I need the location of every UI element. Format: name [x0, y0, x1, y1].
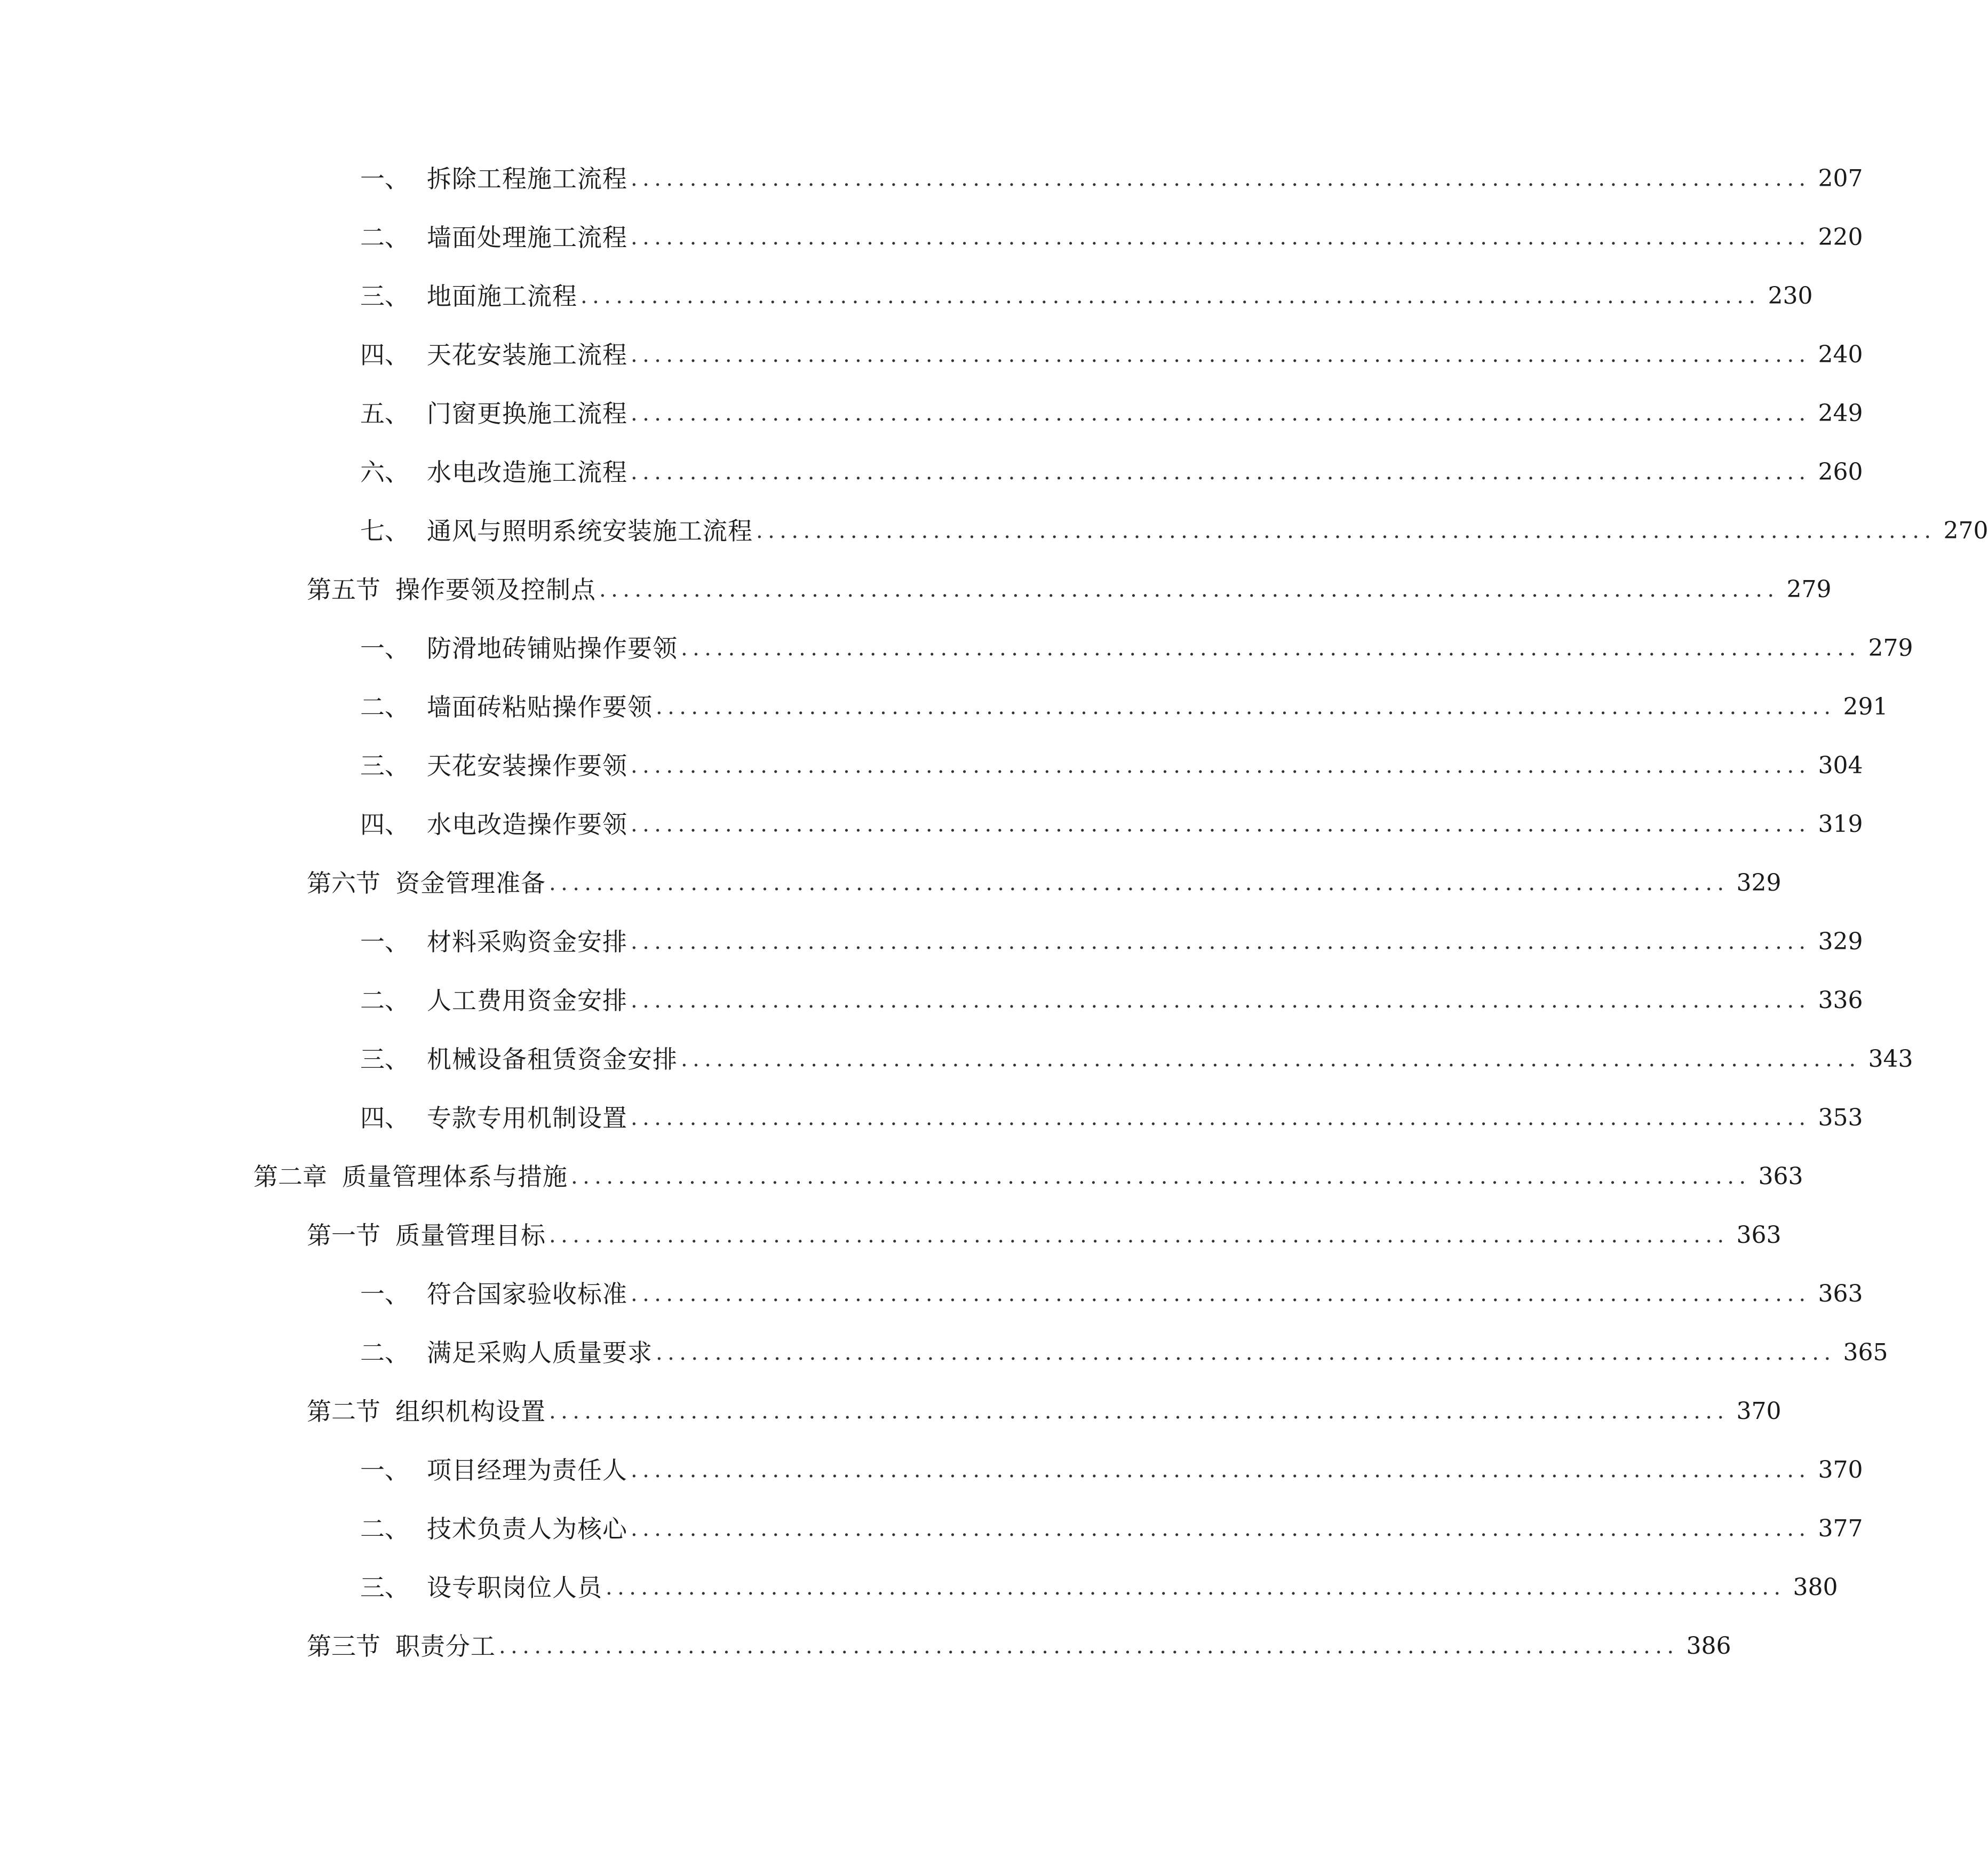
toc-entry-number: 第五节	[307, 575, 380, 604]
toc-entry-page: 319	[1818, 811, 1863, 838]
toc-entry[interactable]	[360, 155, 1863, 203]
toc-section-entry[interactable]	[307, 859, 1782, 907]
toc-leader-dots: ....................................................................................................	[756, 519, 1936, 543]
toc-entry[interactable]	[360, 1094, 1863, 1142]
toc-entry-number: 三、	[360, 282, 409, 311]
toc-entry-number: 一、	[360, 164, 409, 193]
toc-entry-number: 二、	[360, 1514, 409, 1543]
toc-entry-number: 第六节	[307, 869, 380, 898]
toc-leader-dots: ....................................................................................................	[631, 753, 1811, 778]
toc-entry-title: 地面施工流程	[427, 282, 577, 311]
toc-entry[interactable]	[360, 448, 1863, 496]
toc-entry-number: 三、	[360, 1045, 409, 1074]
toc-entry-page: 279	[1868, 634, 1913, 662]
toc-entry-title: 专款专用机制设置	[427, 1104, 627, 1132]
toc-entry-page: 240	[1818, 341, 1863, 368]
toc-entry-page: 220	[1818, 224, 1863, 251]
toc-leader-dots: ....................................................................................................	[549, 871, 1729, 895]
toc-entry-page: 380	[1793, 1574, 1838, 1601]
toc-leader-dots: ....................................................................................................	[571, 1164, 1751, 1189]
toc-entry[interactable]	[360, 1035, 1913, 1083]
toc-leader-dots: ....................................................................................................	[656, 695, 1836, 719]
toc-leader-dots: ....................................................................................................	[631, 988, 1811, 1013]
toc-entry-title: 资金管理准备	[395, 869, 546, 898]
toc-entry-page: 329	[1736, 869, 1782, 897]
toc-entry-page: 207	[1818, 165, 1863, 192]
toc-entry[interactable]	[360, 272, 1813, 320]
toc-leader-dots: ....................................................................................................	[631, 225, 1811, 250]
toc-entry-page: 370	[1818, 1456, 1863, 1484]
toc-entry[interactable]	[360, 624, 1913, 672]
toc-entry-title: 机械设备租赁资金安排	[427, 1045, 678, 1074]
toc-entry-number: 第三节	[307, 1632, 380, 1661]
toc-entry-page: 291	[1843, 693, 1888, 720]
toc-entry-title: 天花安装施工流程	[427, 340, 627, 369]
toc-entry-number: 四、	[360, 340, 409, 369]
toc-section-entry[interactable]	[307, 1387, 1782, 1435]
toc-leader-dots: ....................................................................................................	[681, 636, 1861, 661]
toc-entry-number: 三、	[360, 751, 409, 780]
toc-entry[interactable]	[360, 390, 1863, 438]
toc-entry-title: 符合国家验收标准	[427, 1280, 627, 1308]
toc-entry[interactable]	[360, 918, 1863, 966]
toc-entry-title: 门窗更换施工流程	[427, 399, 627, 428]
toc-entry-number: 第二章	[253, 1162, 327, 1191]
toc-entry[interactable]	[360, 1564, 1838, 1612]
toc-entry-title: 水电改造操作要领	[427, 810, 627, 839]
toc-entry-number: 一、	[360, 1456, 409, 1485]
toc-entry-title: 项目经理为责任人	[427, 1456, 627, 1485]
toc-entry-number: 七、	[360, 517, 409, 545]
toc-leader-dots: ....................................................................................................	[549, 1223, 1729, 1248]
toc-entry-number: 二、	[360, 223, 409, 252]
toc-leader-dots: ....................................................................................................	[549, 1399, 1729, 1424]
toc-entry-number: 四、	[360, 1104, 409, 1132]
toc-entry[interactable]	[360, 1446, 1863, 1494]
toc-entry-title: 操作要领及控制点	[395, 575, 596, 604]
toc-entry-title: 通风与照明系统安装施工流程	[427, 517, 753, 545]
toc-leader-dots: ....................................................................................................	[581, 284, 1761, 308]
toc-entry[interactable]	[360, 742, 1863, 790]
toc-entry-title: 职责分工	[395, 1632, 496, 1661]
toc-leader-dots: ....................................................................................................	[681, 1047, 1861, 1072]
toc-entry-title: 组织机构设置	[395, 1397, 546, 1426]
toc-entry-title: 天花安装操作要领	[427, 751, 627, 780]
toc-leader-dots: ....................................................................................................	[631, 166, 1811, 191]
toc-entry[interactable]	[360, 1329, 1888, 1377]
toc-entry-page: 377	[1818, 1515, 1863, 1542]
toc-leader-dots: ....................................................................................................	[631, 930, 1811, 954]
toc-entry-title: 技术负责人为核心	[427, 1514, 627, 1543]
toc-entry-number: 二、	[360, 986, 409, 1015]
toc-entry-number: 一、	[360, 927, 409, 956]
toc-leader-dots: ....................................................................................................	[631, 1517, 1811, 1541]
toc-leader-dots: ....................................................................................................	[631, 1106, 1811, 1130]
toc-entry-title: 质量管理体系与措施	[342, 1162, 568, 1191]
toc-entry-title: 满足采购人质量要求	[427, 1338, 653, 1367]
toc-entry-title: 材料采购资金安排	[427, 927, 627, 956]
toc-entry-title: 墙面处理施工流程	[427, 223, 627, 252]
toc-entry-page: 353	[1818, 1104, 1863, 1131]
toc-entry-title: 墙面砖粘贴操作要领	[427, 693, 653, 721]
toc-leader-dots: ....................................................................................................	[631, 343, 1811, 367]
toc-section-entry[interactable]	[307, 566, 1832, 614]
toc-entry-title: 人工费用资金安排	[427, 986, 627, 1015]
toc-section-entry[interactable]	[307, 1211, 1782, 1259]
toc-entry[interactable]	[360, 1270, 1863, 1318]
toc-entry-number: 一、	[360, 1280, 409, 1308]
toc-entry[interactable]	[360, 331, 1863, 379]
toc-entry-page: 329	[1818, 928, 1863, 955]
toc-entry-page: 249	[1818, 400, 1863, 427]
toc-section-entry[interactable]	[307, 1622, 1731, 1670]
toc-entry-number: 第二节	[307, 1397, 380, 1426]
toc-entry[interactable]	[360, 683, 1888, 731]
toc-chapter-entry[interactable]	[253, 1153, 1803, 1201]
toc-entry-number: 第一节	[307, 1221, 380, 1250]
toc-leader-dots: ....................................................................................................	[599, 577, 1779, 602]
toc-entry-number: 五、	[360, 399, 409, 428]
toc-entry-page: 270	[1943, 517, 1988, 544]
toc-entry-title: 防滑地砖铺贴操作要领	[427, 634, 678, 663]
toc-entry-title: 水电改造施工流程	[427, 458, 627, 487]
toc-entry-page: 363	[1758, 1163, 1803, 1190]
toc-entry-number: 一、	[360, 634, 409, 663]
toc-entry-page: 279	[1786, 576, 1832, 603]
toc-entry[interactable]	[360, 507, 1988, 555]
toc-entry-title: 拆除工程施工流程	[427, 164, 627, 193]
toc-entry[interactable]	[360, 1505, 1863, 1553]
toc-leader-dots: ....................................................................................................	[631, 460, 1811, 485]
toc-entry-number: 六、	[360, 458, 409, 487]
toc-entry-page: 370	[1736, 1398, 1782, 1425]
toc-entry-number: 三、	[360, 1573, 409, 1602]
toc-leader-dots: ....................................................................................................	[631, 401, 1811, 426]
toc-entry-title: 设专职岗位人员	[427, 1573, 602, 1602]
toc-entry-page: 230	[1768, 282, 1813, 310]
toc-leader-dots: ....................................................................................................	[499, 1634, 1679, 1659]
toc-entry-page: 386	[1686, 1632, 1731, 1660]
toc-leader-dots: ....................................................................................................	[631, 1458, 1811, 1482]
toc-entry-number: 二、	[360, 1338, 409, 1367]
toc-entry-page: 336	[1818, 987, 1863, 1014]
toc-leader-dots: ....................................................................................................	[656, 1340, 1836, 1365]
toc-leader-dots: ....................................................................................................	[631, 812, 1811, 837]
toc-leader-dots: ....................................................................................................	[606, 1575, 1786, 1600]
toc-entry[interactable]	[360, 977, 1863, 1025]
toc-entry-title: 质量管理目标	[395, 1221, 546, 1250]
toc-entry[interactable]	[360, 800, 1863, 848]
toc-entry-number: 二、	[360, 693, 409, 721]
toc-leader-dots: ....................................................................................................	[631, 1282, 1811, 1306]
toc-entry-page: 363	[1818, 1280, 1863, 1307]
toc-entry-page: 363	[1736, 1221, 1782, 1249]
toc-entry-page: 260	[1818, 458, 1863, 486]
toc-entry-page: 304	[1818, 752, 1863, 779]
toc-entry[interactable]	[360, 213, 1863, 261]
toc-entry-page: 343	[1868, 1045, 1913, 1073]
toc-entry-number: 四、	[360, 810, 409, 839]
toc-entry-page: 365	[1843, 1339, 1888, 1366]
